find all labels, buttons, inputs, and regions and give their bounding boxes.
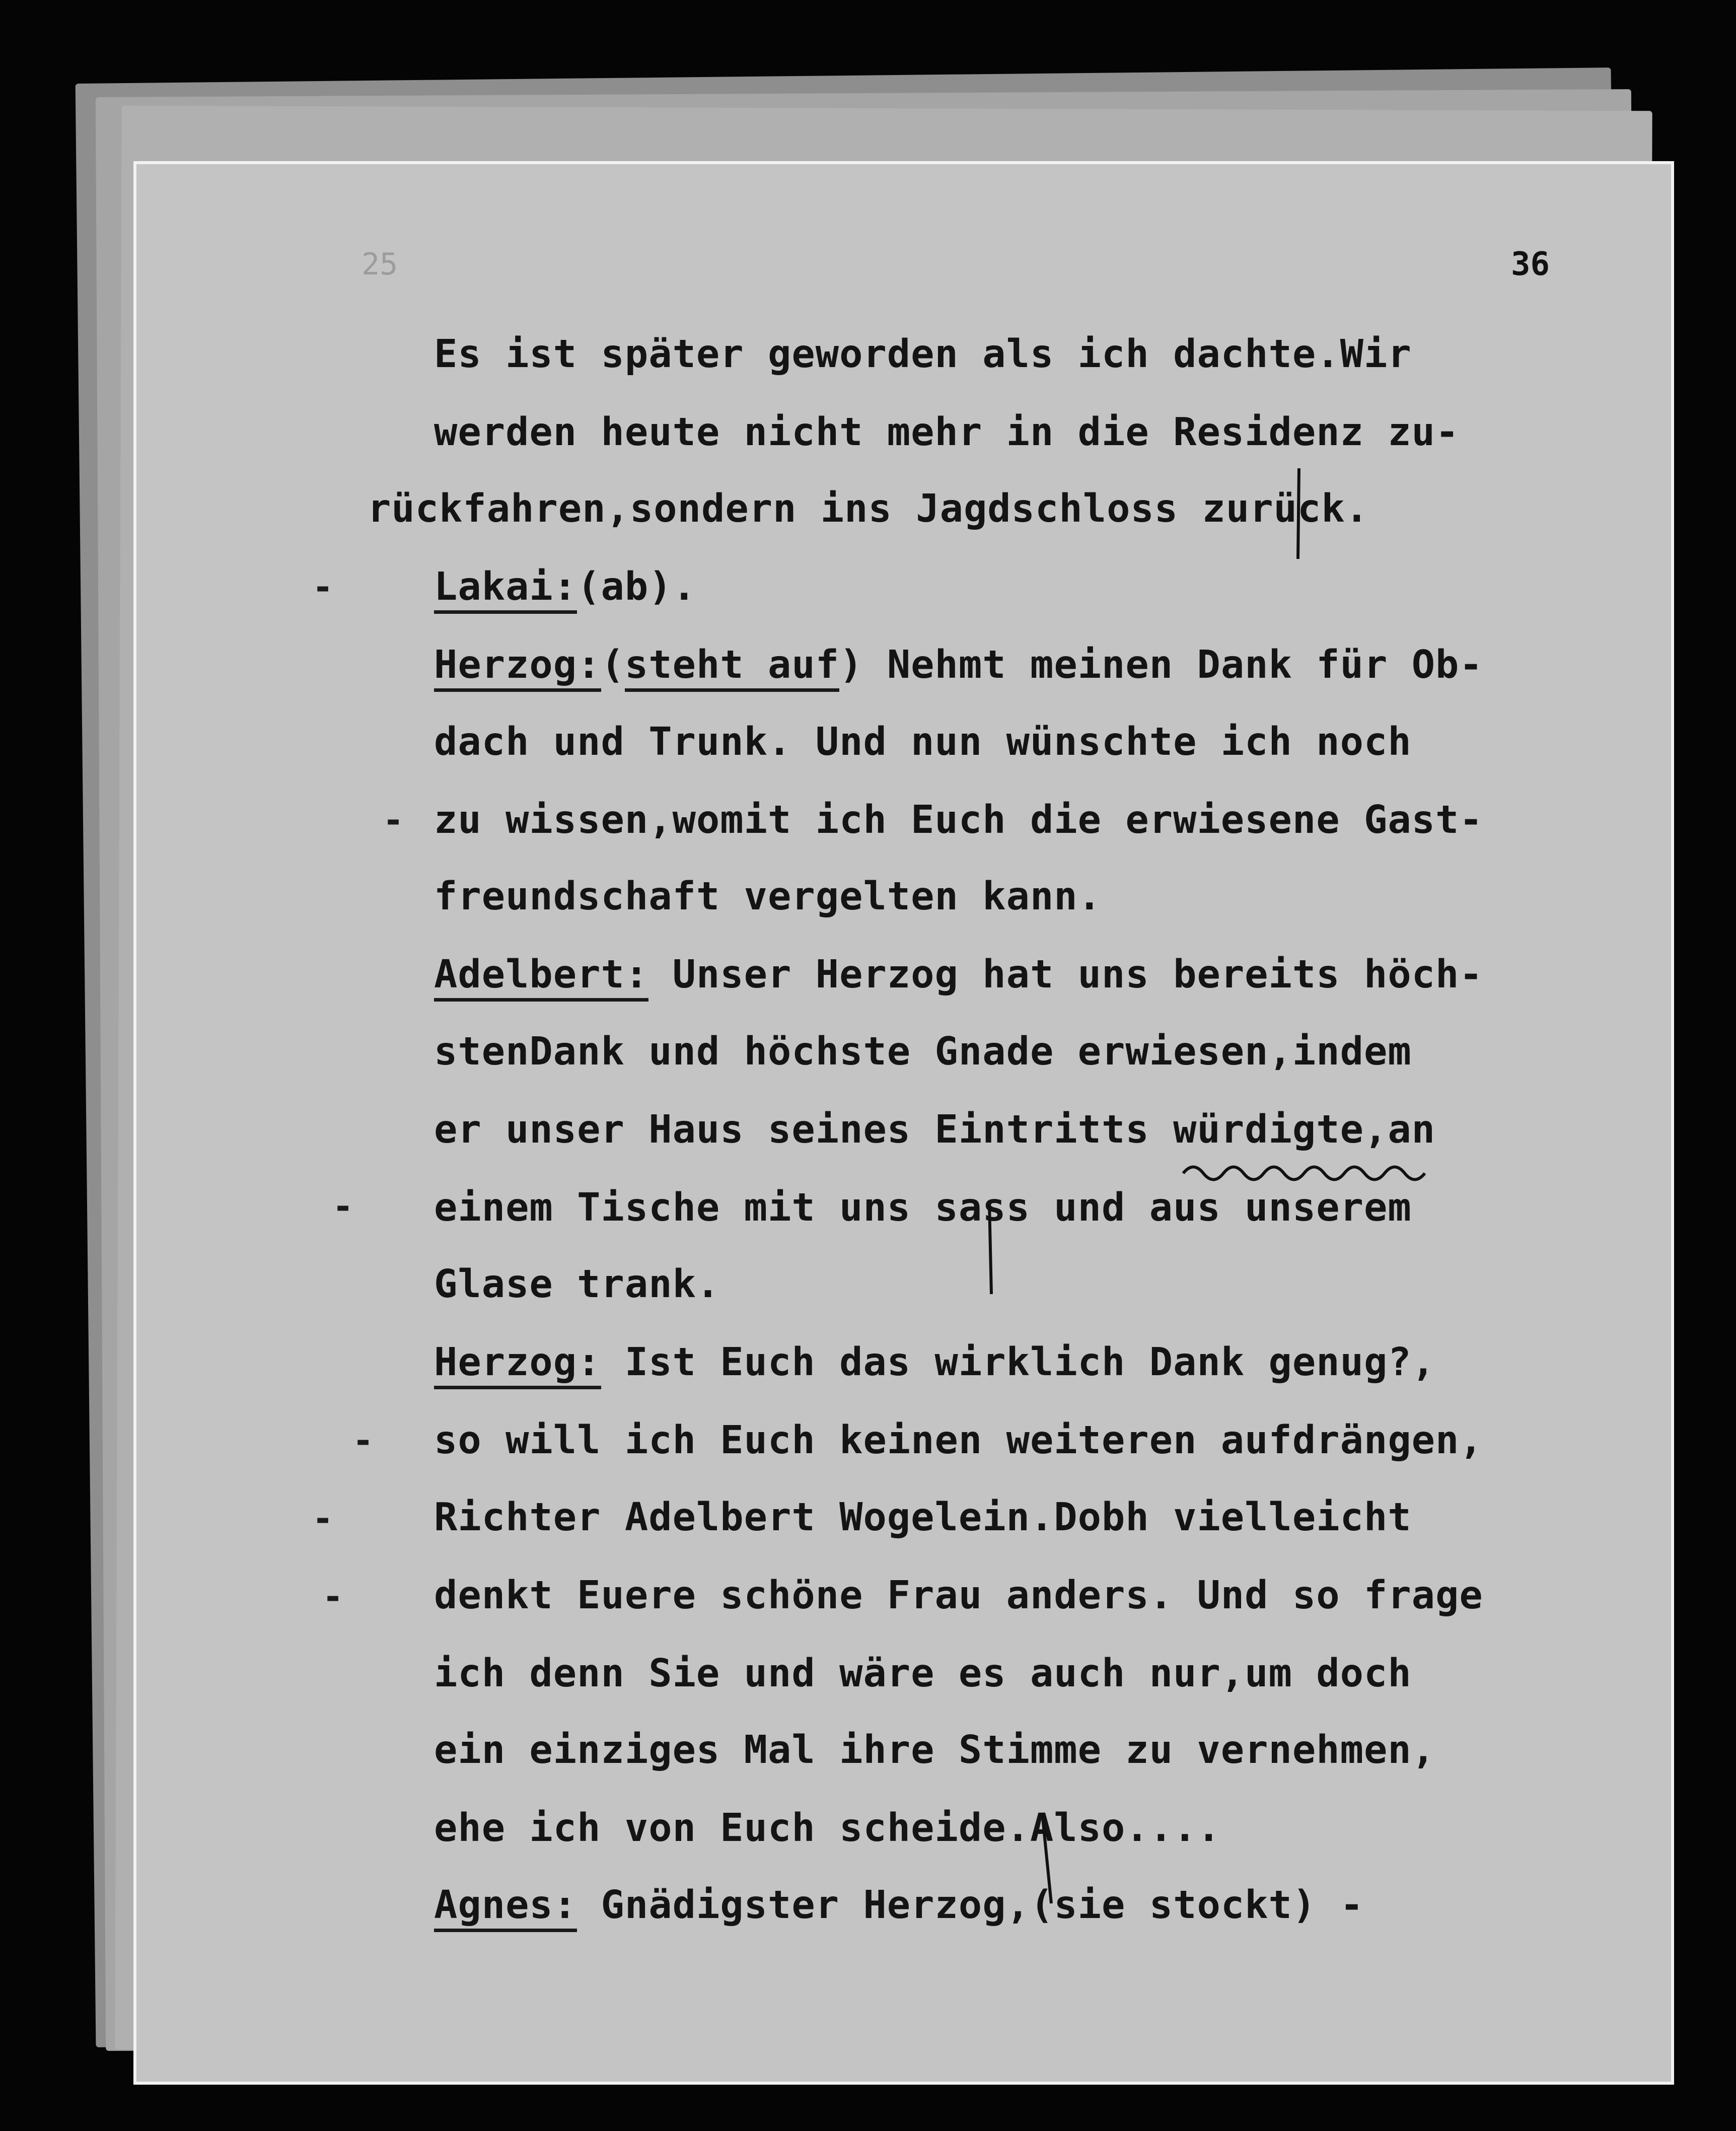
text-line: ein einziges Mal ihre Stimme zu vernehmen, — [434, 1728, 1436, 1772]
dialogue-text: Nehmt meinen Dank für Ob- — [863, 643, 1483, 687]
speaker-label: Agnes: — [434, 1883, 577, 1932]
margin-dash: - — [383, 800, 404, 841]
text-line: einem Tische mit uns sass und aus unserem — [434, 1185, 1412, 1230]
text-line: ehe ich von Euch scheide.Also.... — [434, 1806, 1221, 1851]
text-line: rückfahren,sondern ins Jagdschloss zurück. — [368, 486, 1369, 531]
text-line: ich denn Sie und wäre es auch nur,um doch — [434, 1651, 1412, 1696]
text-line: so will ich Euch keinen weiteren aufdrängen, — [434, 1418, 1483, 1463]
margin-dash: - — [312, 1498, 334, 1539]
text-line: Glase trank. — [434, 1262, 720, 1307]
margin-dash: - — [332, 1186, 354, 1227]
dialogue-line — [434, 1883, 1364, 1928]
dialogue-line: Herzog:(steht auf) Nehmt meinen Dank für Ob- — [434, 646, 1483, 684]
dialogue-text: Ist Euch das wirklich Dank genug?, — [601, 1340, 1436, 1385]
text-line: freundschaft vergelten kann. — [434, 874, 1102, 919]
dialogue-text: Unser Herzog hat uns bereits höch- — [648, 952, 1483, 997]
handwritten-separator-mark — [974, 1198, 1004, 1299]
speaker-label: Herzog: — [434, 643, 601, 692]
text-line: dach und Trunk. Und nun wünschte ich noch — [434, 720, 1412, 764]
text-line: werden heute nicht mehr in die Residenz zu- — [434, 410, 1460, 455]
dialogue-line — [434, 1340, 1436, 1385]
text-line: stenDank und höchste Gnade erwiesen,indem — [434, 1029, 1412, 1074]
margin-dash: - — [352, 1420, 374, 1461]
dialogue-text: Gnädigster Herzog,(sie stockt) - — [577, 1883, 1364, 1928]
dialogue-line — [434, 952, 1483, 997]
speaker-label: Herzog: — [434, 1340, 601, 1389]
text-line: Richter Adelbert Wogelein.Dobh vielleicht — [434, 1495, 1412, 1540]
speaker-label: Adelbert: — [434, 952, 648, 1002]
text-line: denkt Euere schöne Frau anders. Und so frage — [434, 1573, 1483, 1618]
text-line: Es ist später geworden als ich dachte.Wir — [434, 332, 1412, 377]
handwritten-squiggle-mark — [1178, 1153, 1450, 1188]
speaker-label: Lakai: — [434, 564, 577, 614]
handwritten-separator-mark — [1032, 1808, 1062, 1908]
ghost-page-number: 25 — [361, 247, 398, 282]
page-number: 36 — [1510, 246, 1550, 283]
handwritten-separator-mark — [1284, 463, 1314, 564]
text-line: er unser Haus seines Eintritts würdigte,an — [434, 1107, 1436, 1152]
margin-dash: - — [312, 566, 334, 608]
stage-direction: (ab). — [577, 564, 696, 609]
margin-dash: - — [322, 1576, 344, 1617]
stage-direction: steht auf — [625, 643, 839, 692]
dialogue-line — [434, 564, 696, 609]
text-line: zu wissen,womit ich Euch die erwiesene Gast- — [434, 798, 1483, 842]
